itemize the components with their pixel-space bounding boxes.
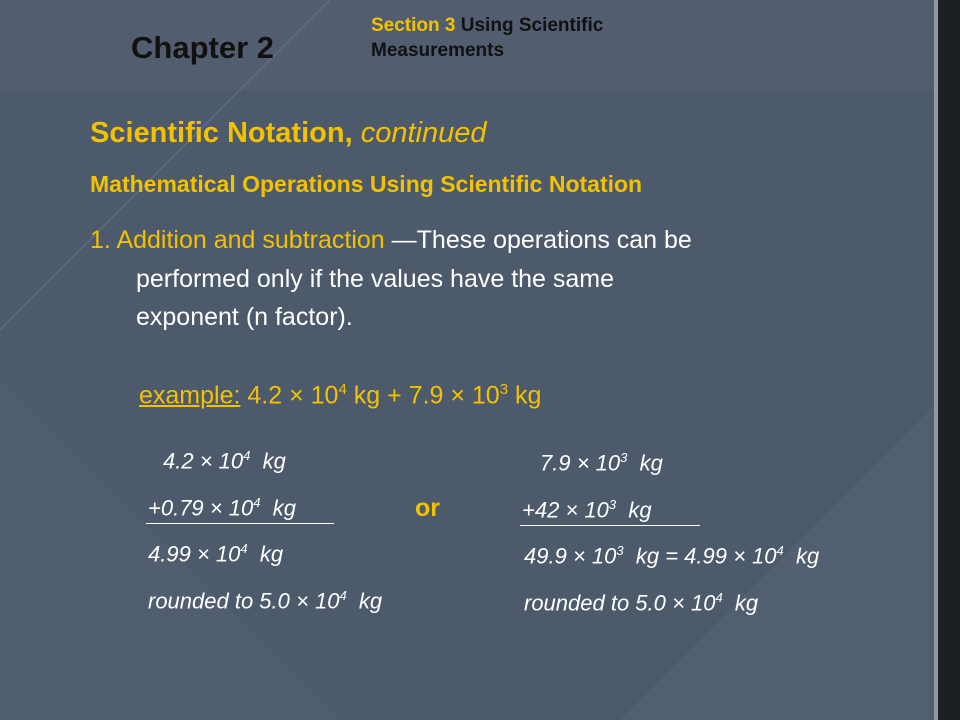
right-calc-4-unit: kg <box>734 590 759 616</box>
body-line-3: exponent (n factor). <box>136 303 353 331</box>
right-calc-2-value: +42 × 10 <box>522 497 609 523</box>
section-label <box>371 13 603 63</box>
example-exp-b: 3 <box>499 381 509 398</box>
right-calc-line-2 <box>522 497 652 523</box>
item-dash: — <box>391 226 417 254</box>
left-calc-4-exp: 4 <box>339 588 347 603</box>
right-calc-3-exp: 3 <box>616 543 624 558</box>
left-calc-1-exp: 4 <box>243 448 251 463</box>
right-calc-2-exp: 3 <box>608 497 617 512</box>
chapter-label: Chapter 2 <box>131 30 274 65</box>
left-calc-4-unit: kg <box>358 588 383 614</box>
left-calc-line-2 <box>148 495 296 521</box>
item-number: 1. <box>90 226 111 254</box>
body-line-1 <box>90 226 692 255</box>
left-calc-1-value: 4.2 × 10 <box>163 448 244 474</box>
right-calc-line-1 <box>540 450 663 476</box>
left-calc-3-exp: 4 <box>240 541 248 556</box>
left-calc-4-value: rounded to 5.0 × 10 <box>148 588 340 614</box>
body-line-2: performed only if the values have the same <box>136 265 615 293</box>
example-term-a: 4.2 × 10 <box>247 381 339 410</box>
right-calc-1-unit: kg <box>639 450 663 476</box>
right-calc-1-value: 7.9 × 10 <box>540 450 621 476</box>
body-text-1: These operations can be <box>416 226 692 254</box>
left-calc-2-value: +0.79 × 10 <box>148 495 254 521</box>
right-calc-line-4 <box>524 590 758 616</box>
slide-title-italic: continued <box>360 117 487 149</box>
left-calc-1-unit: kg <box>262 448 286 474</box>
right-calc-3-unit: kg <box>795 543 820 569</box>
right-calc-line-3 <box>524 543 819 569</box>
section-title-line2: Measurements <box>371 40 505 61</box>
example-exp-a: 4 <box>338 381 347 398</box>
section-number: Section 3 <box>371 15 456 36</box>
item-label: Addition and subtraction <box>116 226 385 254</box>
left-calc-line-4 <box>148 588 382 614</box>
left-calc-line-3 <box>148 541 283 567</box>
or-label: or <box>415 494 440 522</box>
right-calc-3-mid: kg = 4.99 × 10 <box>635 543 777 569</box>
left-calc-3-value: 4.99 × 10 <box>148 541 241 567</box>
slide-title <box>90 117 486 150</box>
right-calc-2-unit: kg <box>628 497 652 523</box>
right-calc-1-exp: 3 <box>620 450 628 465</box>
slide-title-main: Scientific Notation, <box>90 117 353 149</box>
left-sum-rule <box>146 523 334 524</box>
example-unit: kg <box>515 381 542 410</box>
slide-subtitle: Mathematical Operations Using Scientific Notation <box>90 171 643 197</box>
right-sum-rule <box>520 525 700 526</box>
example-line <box>139 381 541 410</box>
left-calc-2-unit: kg <box>272 495 296 521</box>
right-calc-3-value: 49.9 × 10 <box>524 543 617 569</box>
left-calc-line-1 <box>163 448 286 474</box>
section-title-line1: Using Scientific <box>460 15 604 36</box>
right-calc-4-exp: 4 <box>715 590 723 605</box>
right-calc-4-value: rounded to 5.0 × 10 <box>524 590 716 616</box>
left-calc-2-exp: 4 <box>253 495 261 510</box>
example-label: example: <box>139 381 241 410</box>
left-calc-3-unit: kg <box>259 541 284 567</box>
right-calc-3-exp2: 4 <box>776 543 784 558</box>
example-mid: kg + 7.9 × 10 <box>353 381 500 410</box>
